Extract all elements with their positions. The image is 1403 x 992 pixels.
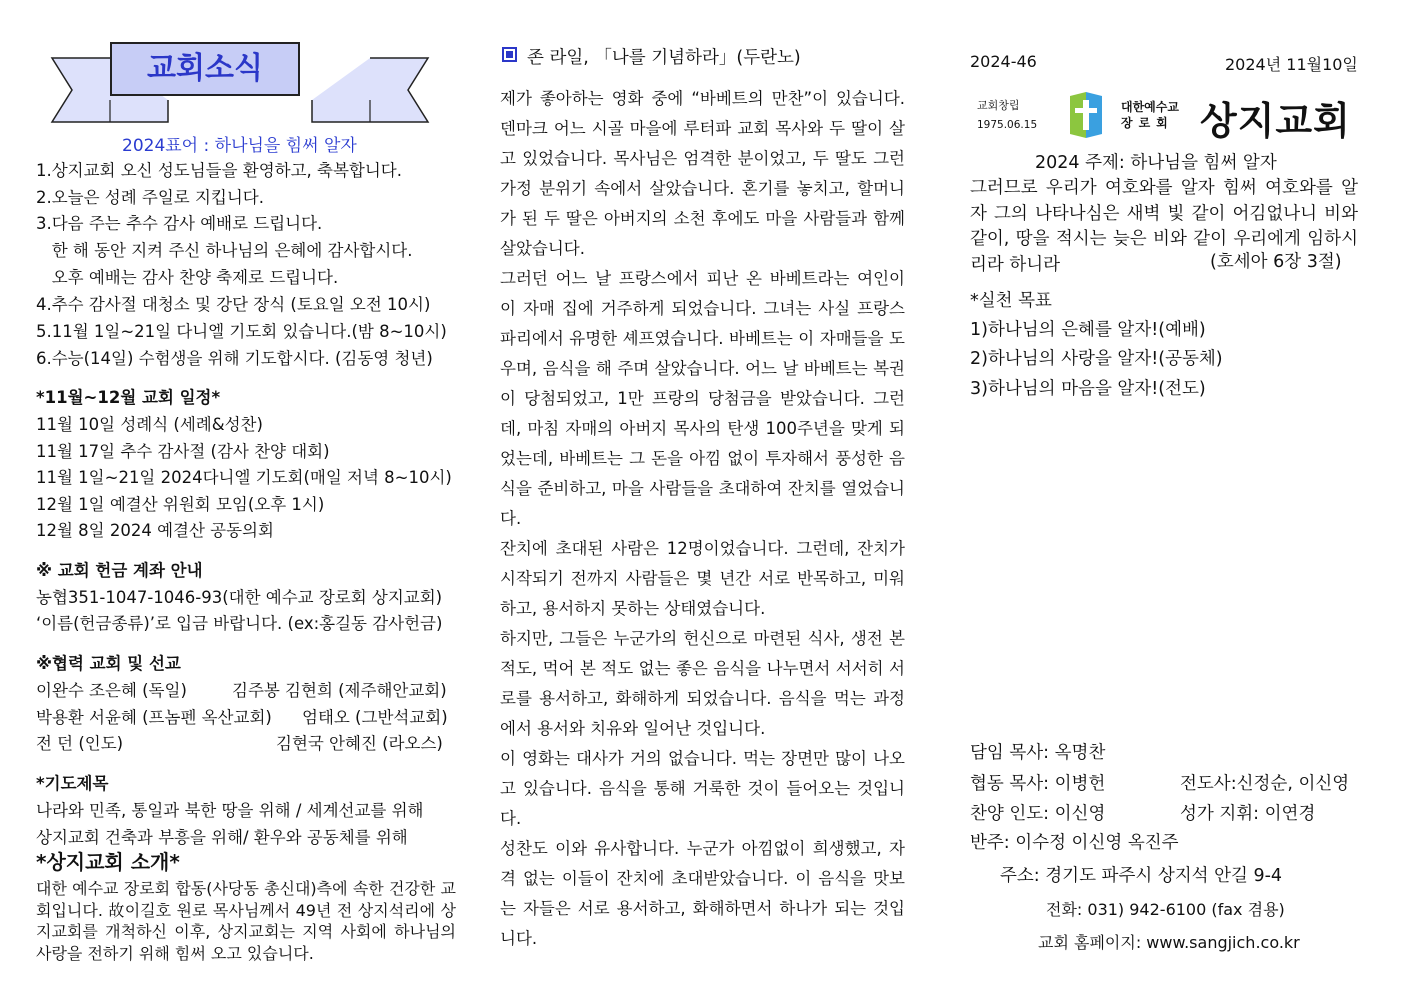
prayer-item: 상지교회 건축과 부흥을 위해/ 환우와 공동체를 위해: [36, 828, 408, 847]
notice-item: 1.상지교회 오신 성도님들을 환영하고, 축복합니다.: [36, 161, 402, 180]
article-paragraph: 그러던 어느 날 프랑스에서 피난 온 바베트라는 여인이 이 자매 집에 거주하게 되었습니다. 그녀는 사실 프랑스 파리에서 유명한 셰프였습니다. 바베트는 이 자매들을 도우며, 음식을 해 주며 살았습니다. 어느 날 바베트는 복권이 당첨되었고, 1만 프랑의 당첨금을 받았습니다. 그런데, 마침 자매의 아버지 목사의 탄생 100주년을 맞게 되었는데, 바베트는 그 돈을 아낌 없이 투자해서 풍성한 음식을 준비하고, 마을 사람들을 초대하여 잔치를 열었습니다.: [500, 269, 905, 528]
issue-date: 2024년 11월10일: [1225, 55, 1358, 74]
prayer-heading: *기도제목: [36, 774, 109, 793]
senior-pastor: 담임 목사: 옥명찬: [970, 743, 1106, 763]
partner-item: 박용환 서윤혜 (프놈펜 옥산교회): [36, 708, 272, 727]
notice-item: 6.수능(14일) 수험생을 위해 기도합시다. (김동영 청년): [36, 349, 433, 368]
founded-label: 교회창립: [977, 99, 1020, 112]
left-column: [0, 0, 470, 992]
yearly-theme: 2024 주제: 하나님을 힘써 알자: [1035, 153, 1277, 173]
church-address: 주소: 경기도 파주시 상지석 안길 9-4: [1000, 866, 1283, 886]
article-paragraph: 이 영화는 대사가 거의 없습니다. 먹는 장면만 많이 나오고 있습니다. 음식을 통해 거룩한 것이 들어오는 것입니다.: [500, 749, 905, 828]
choir-director: 성가 지휘: 이연경: [1180, 804, 1316, 824]
article-body: [500, 84, 905, 954]
evangelists: 전도사:신정순, 이신영: [1180, 774, 1350, 794]
notice-item: 한 해 동안 지켜 주신 하나님의 은혜에 감사합시다.: [36, 241, 413, 260]
partner-item: 이완수 조은혜 (독일): [36, 681, 187, 700]
church-name: 상지교회: [1200, 99, 1351, 143]
notice-item: 5.11월 1일~21일 다니엘 기도회 있습니다.(밤 8~10시): [36, 322, 447, 341]
article-paragraph: 하지만, 그들은 누군가의 헌신으로 마련된 식사, 생전 본적도, 먹어 본 적도 없는 좋은 음식을 나누면서 서서히 서로를 용서하고, 화해하게 되었습니다. 음식을 먹는 과정에서 용서와 치유와 일어난 것입니다.: [500, 629, 905, 738]
assoc-pastor: 협동 목사: 이병헌: [970, 774, 1106, 794]
article-heading-text: 존 라일, 「나를 기념하라」(두란노): [527, 48, 801, 68]
partners-heading: ※협력 교회 및 선교: [36, 654, 181, 673]
schedule-item: 11월 1일~21일 2024다니엘 기도회(매일 저녁 8~10시): [36, 468, 452, 487]
denomination-line2: 장로회: [1121, 116, 1174, 130]
article-heading: [502, 44, 801, 69]
prayer-item: 나라와 민족, 통일과 북한 땅을 위해 / 세계선교를 위해: [36, 801, 424, 820]
goal-item: 2)하나님의 사랑을 알자!(공동체): [970, 349, 1223, 369]
schedule-item: 11월 17일 추수 감사절 (감사 찬양 대회): [36, 442, 330, 461]
praise-leader: 찬양 인도: 이신영: [970, 804, 1106, 824]
church-homepage: 교회 홈페이지: www.sangjich.co.kr: [1038, 933, 1300, 952]
schedule-heading: *11월~12월 교회 일정*: [36, 388, 221, 407]
intro-body: 대한 예수교 장로회 합동(사당동 총신대)측에 속한 건강한 교회입니다. 故이길호 원로 목사님께서 49년 전 상지석리에 상지교회를 개척하신 이후, 상지교회는 지역 사회에 하나님의 사랑을 전하기 위해 힘써 오고 있습니다.: [36, 879, 456, 963]
article-paragraph: 제가 좋아하는 영화 중에 “바베트의 만찬”이 있습니다. 덴마크 어느 시골 마을에 루터파 교회 목사와 두 딸이 살고 있었습니다. 목사님은 엄격한 분이었고, 두 딸도 그런 가정 분위기 속에서 살았습니다. 혼기를 놓치고, 할머니가 된 두 딸은 아버지의 소천 후에도 마을 사람들과 함께 살았습니다.: [500, 89, 905, 258]
yearly-motto: 2024표어 : 하나님을 힘써 알자: [122, 136, 357, 156]
verse-reference: (호세아 6장 3절): [1210, 252, 1342, 272]
article-paragraph: 성찬도 이와 유사합니다. 누군가 아낌없이 희생했고, 자격 없는 이들이 잔치에 초대받았습니다. 이 음식을 맛보는 자들은 서로 용서하고, 화해하면서 하나가 되는 것입니다.: [500, 839, 905, 948]
intro-heading: *상지교회 소개*: [36, 850, 180, 874]
founded-date: 1975.06.15: [977, 119, 1038, 131]
goal-item: 1)하나님의 은혜를 알자!(예배): [970, 320, 1206, 340]
partner-item: 김현국 안혜진 (라오스): [276, 734, 443, 753]
schedule-item: 11월 10일 성례식 (세례&성찬): [36, 415, 263, 434]
offering-account: 농협351-1047-1046-93(대한 예수교 장로회 상지교회): [36, 588, 443, 607]
partner-item: 김주봉 김현희 (제주해안교회): [232, 681, 447, 700]
offering-heading: ※ 교회 헌금 계좌 안내: [36, 561, 203, 580]
denomination-line1: 대한예수교: [1121, 100, 1179, 114]
notice-item: 2.오늘은 성례 주일로 지킵니다.: [36, 188, 264, 207]
accompanists: 반주: 이수정 이신영 옥진주: [970, 833, 1179, 853]
schedule-item: 12월 1일 예결산 위원회 모임(오후 1시): [36, 495, 325, 514]
theme-verse: 그러므로 우리가 여호와를 알자 힘써 여호와를 알자 그의 나타나심은 새벽 빛 같이 어김없나니 비와 같이, 땅을 적시는 늦은 비와 같이 우리에게 임하시리라 하니라: [970, 178, 1358, 275]
offering-note: ‘이름(헌금종류)’로 입금 바랍니다. (ex:홍길동 감사헌금): [36, 614, 443, 633]
notice-item: 4.추수 감사절 대청소 및 강단 장식 (토요일 오전 10시): [36, 295, 431, 314]
cross-logo-icon: [1064, 90, 1108, 140]
partner-item: 전 던 (인도): [36, 734, 124, 753]
square-bullet-icon: [502, 47, 517, 62]
notice-item: 3.다음 주는 추수 감사 예배로 드립니다.: [36, 214, 323, 233]
article-paragraph: 잔치에 초대된 사람은 12명이었습니다. 그런데, 잔치가 시작되기 전까지 사람들은 몇 년간 서로 반목하고, 미워하고, 용서하지 못하는 상태였습니다.: [500, 539, 905, 618]
notice-item: 오후 예배는 감사 찬양 축제로 드립니다.: [36, 268, 339, 287]
goal-item: 3)하나님의 마음을 알자!(전도): [970, 379, 1206, 399]
church-phone: 전화: 031) 942-6100 (fax 겸용): [1046, 900, 1285, 919]
schedule-item: 12월 8일 2024 예결산 공동의회: [36, 521, 274, 540]
issue-number: 2024-46: [970, 52, 1037, 71]
banner-title: 교회소식: [110, 42, 300, 96]
goals-heading: *실천 목표: [970, 291, 1052, 311]
partner-item: 엄태오 (그반석교회): [302, 708, 448, 727]
